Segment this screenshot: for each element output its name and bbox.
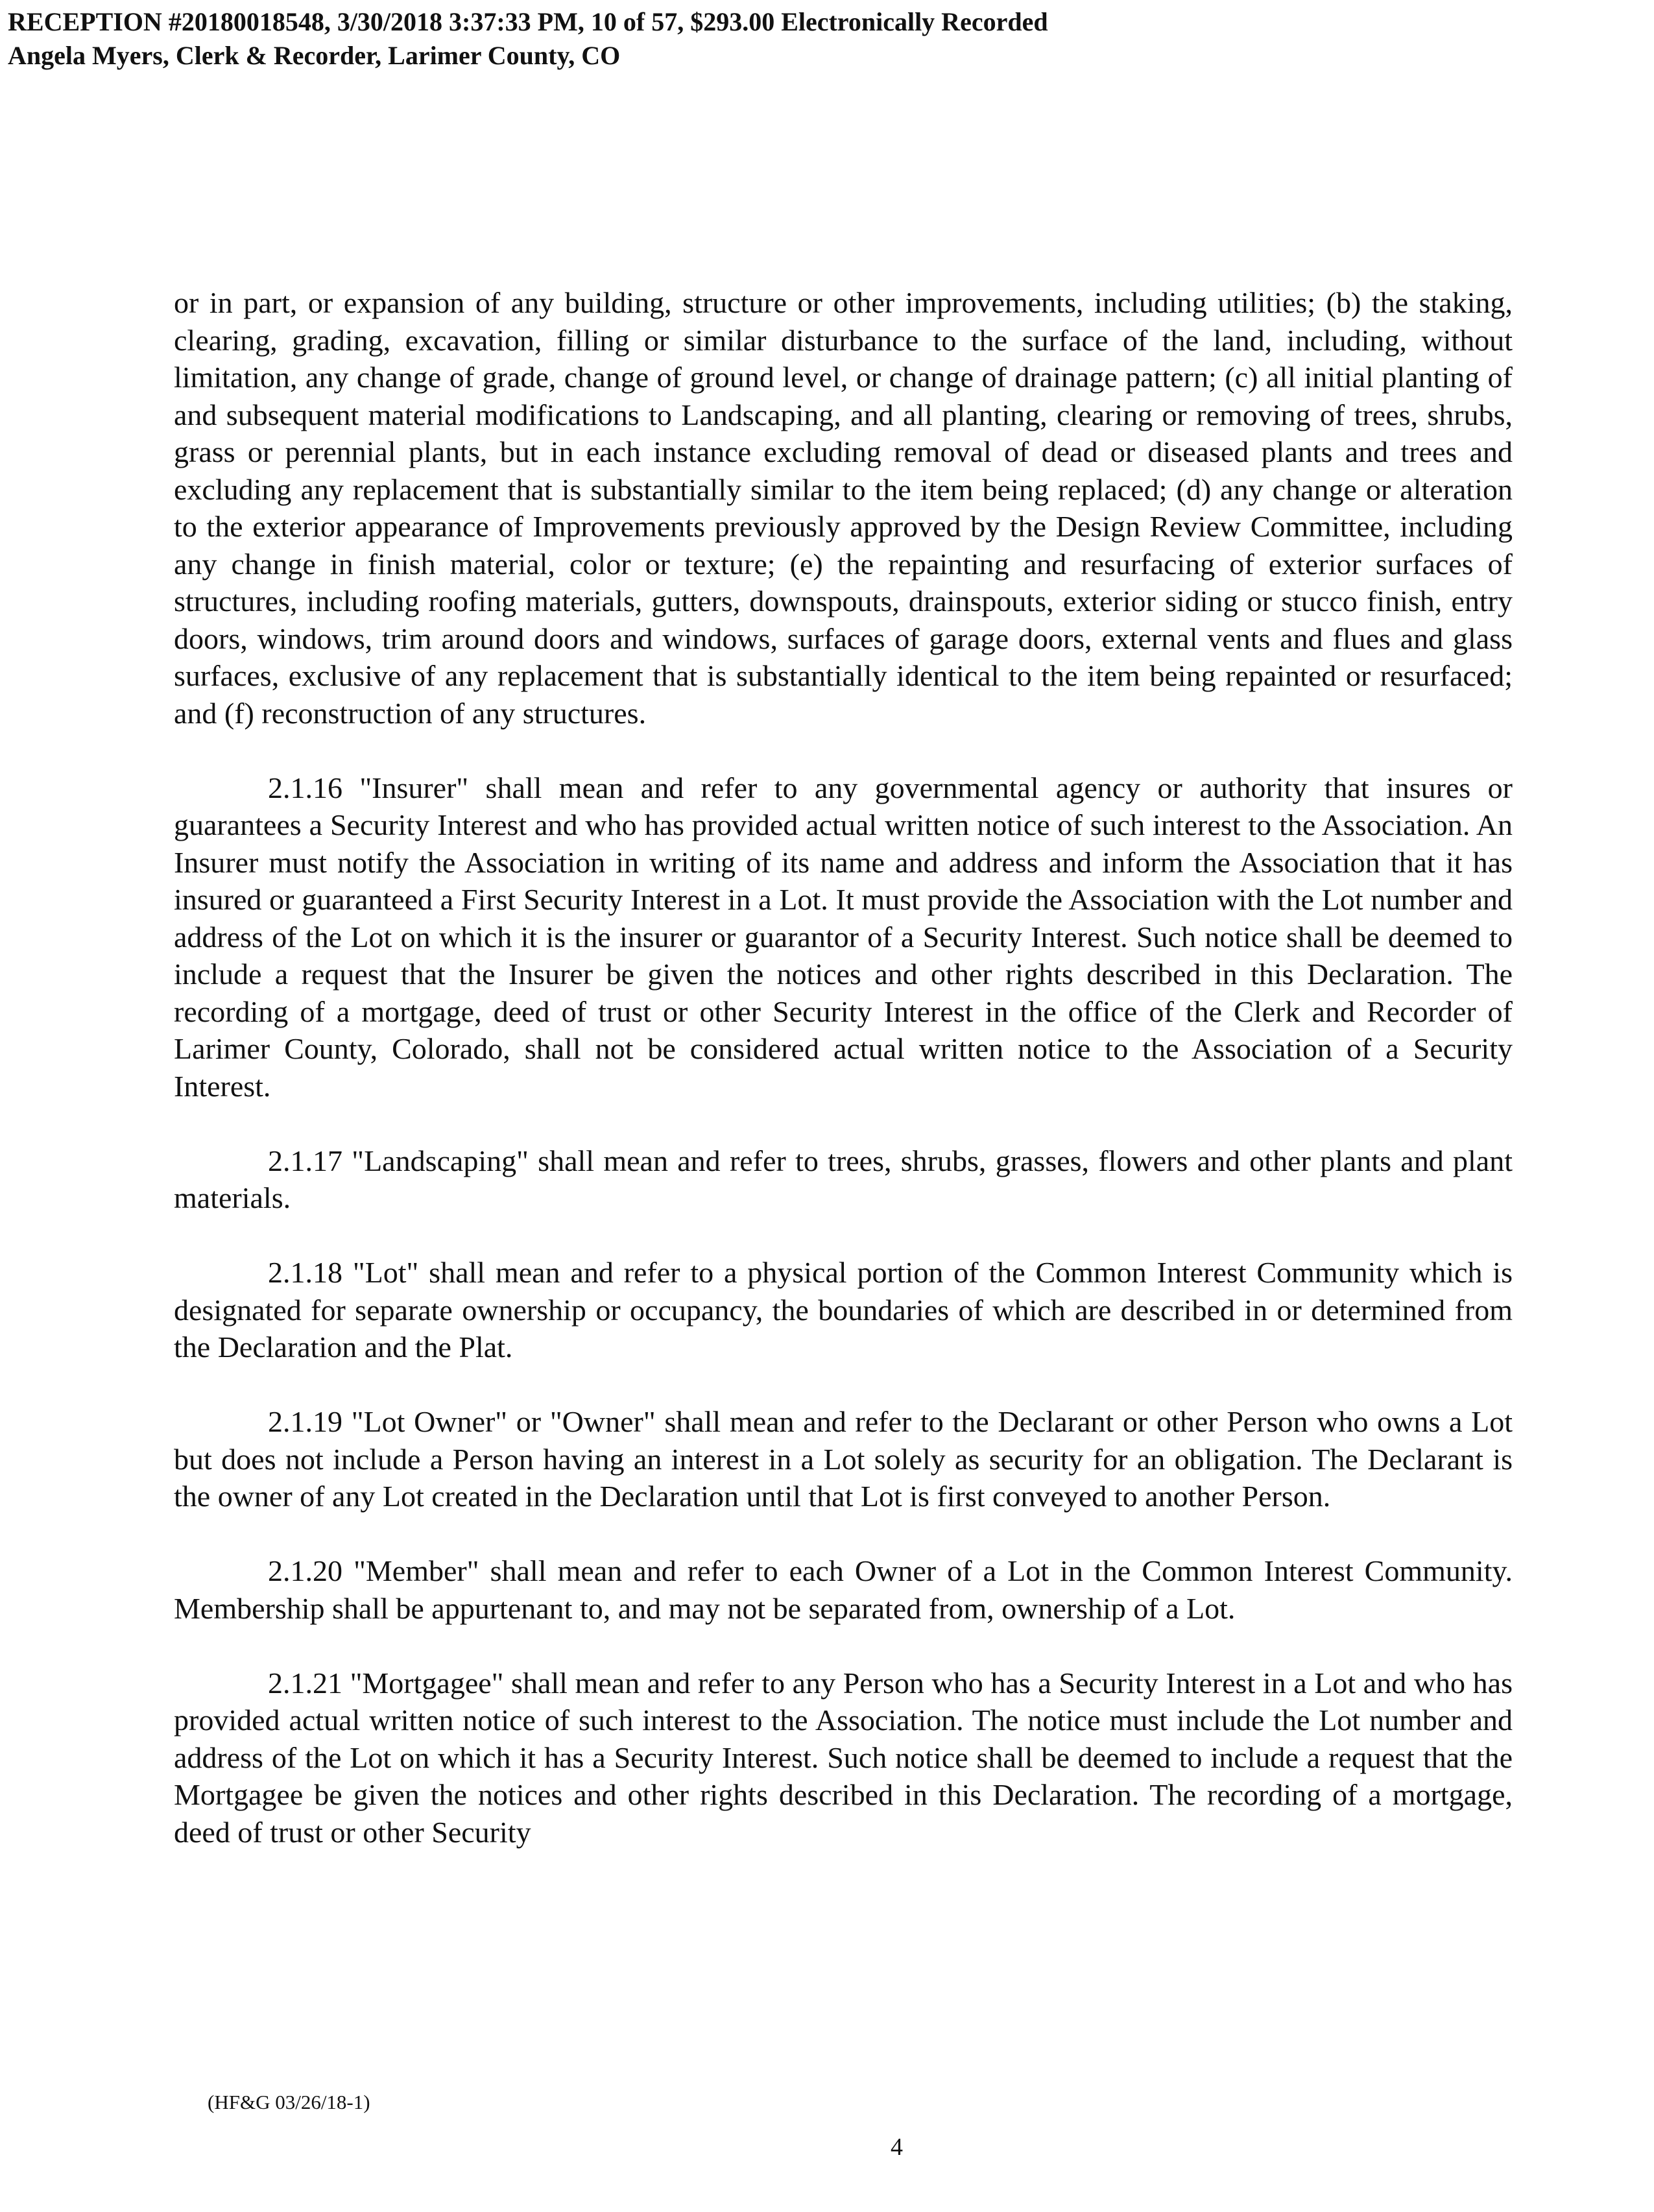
paragraph-2-1-17-landscaping: 2.1.17 "Landscaping" shall mean and refer to trees, shrubs, grasses, flowers and other plants and plant materials. (174, 1144, 1513, 1214)
paragraph-2-1-16-insurer: 2.1.16 "Insurer" shall mean and refer to any governmental agency or authority that insures or guarantees a Security Interest and who has provided actual written notice of such interest to the Association. An Insurer must notify the Association in writing of its name and address and inform the Association that it has insured or guaranteed a First Security Interest in a Lot. It must provide the Association with the Lot number and address of the Lot on which it is the insurer or guarantor of a Security Interest. Such notice shall be deemed to include a request that the Insurer be given the notices and other rights described in this Declaration. The recording of a mortgage, deed of trust or other Security Interest in the office of the Clerk and Recorder of Larimer County, Colorado, shall not be considered actual written notice to the Association of a Security Interest. (174, 771, 1513, 1103)
document-body (174, 284, 1513, 1888)
paragraph-2-1-21-mortgagee: 2.1.21 "Mortgagee" shall mean and refer to any Person who has a Security Interest in a Lot and who has provided actual written notice of such interest to the Association. The notice must include the Lot number and address of the Lot on which it has a Security Interest. Such notice shall be deemed to include a request that the Mortgagee be given the notices and other rights described in this Declaration. The recording of a mortgage, deed of trust or other Security (174, 1666, 1513, 1849)
paragraph-2-1-20-member: 2.1.20 "Member" shall mean and refer to each Owner of a Lot in the Common Interest Community. Membership shall be appurtenant to, and may not be separated from, ownership of a Lot. (174, 1554, 1513, 1625)
paragraph-2-1-19-lot-owner: 2.1.19 "Lot Owner" or "Owner" shall mean and refer to the Declarant or other Person who owns a Lot but does not include a Person having an interest in a Lot solely as security for an obligation. The Declarant is the owner of any Lot created in the Declaration until that Lot is first conveyed to another Person. (174, 1405, 1513, 1513)
recording-stamp-line2: Angela Myers, Clerk & Recorder, Larimer County, CO (8, 41, 621, 70)
paragraph-2-1-18-lot: 2.1.18 "Lot" shall mean and refer to a physical portion of the Common Interest Community which is designated for separate ownership or occupancy, the boundaries of which are described in or determined from the Declaration and the Plat. (174, 1256, 1513, 1364)
recording-stamp-line1: RECEPTION #20180018548, 3/30/2018 3:37:33 PM, 10 of 57, $293.00 Electronically Recorded (8, 7, 1048, 36)
paragraph-continuation: or in part, or expansion of any building, structure or other improvements, including utilities; (b) the staking, clearing, grading, excavation, filling or similar disturbance to the surface of the land, including, without limitation, any change of grade, change of ground level, or change of drainage pattern; (c) all initial planting of and subsequent material modifications to Landscaping, and all planting, clearing or removing of trees, shrubs, grass or perennial plants, but in each instance excluding removal of dead or diseased plants and trees and excluding any replacement that is substantially similar to the item being replaced; (d) any change or alteration to the exterior appearance of Improvements previously approved by the Design Review Committee, including any change in finish material, color or texture; (e) the repainting and resurfacing of exterior surfaces of structures, including roofing materials, gutters, downspouts, drainspouts, exterior siding or stucco finish, entry doors, windows, trim around doors and windows, surfaces of garage doors, external vents and flues and glass surfaces, exclusive of any replacement that is substantially identical to the item being repainted or resurfaced; and (f) reconstruction of any structures. (174, 286, 1513, 730)
document-code: (HF&G 03/26/18-1) (208, 2091, 370, 2113)
recording-stamp (8, 5, 1048, 73)
page-number: 4 (891, 2134, 903, 2161)
